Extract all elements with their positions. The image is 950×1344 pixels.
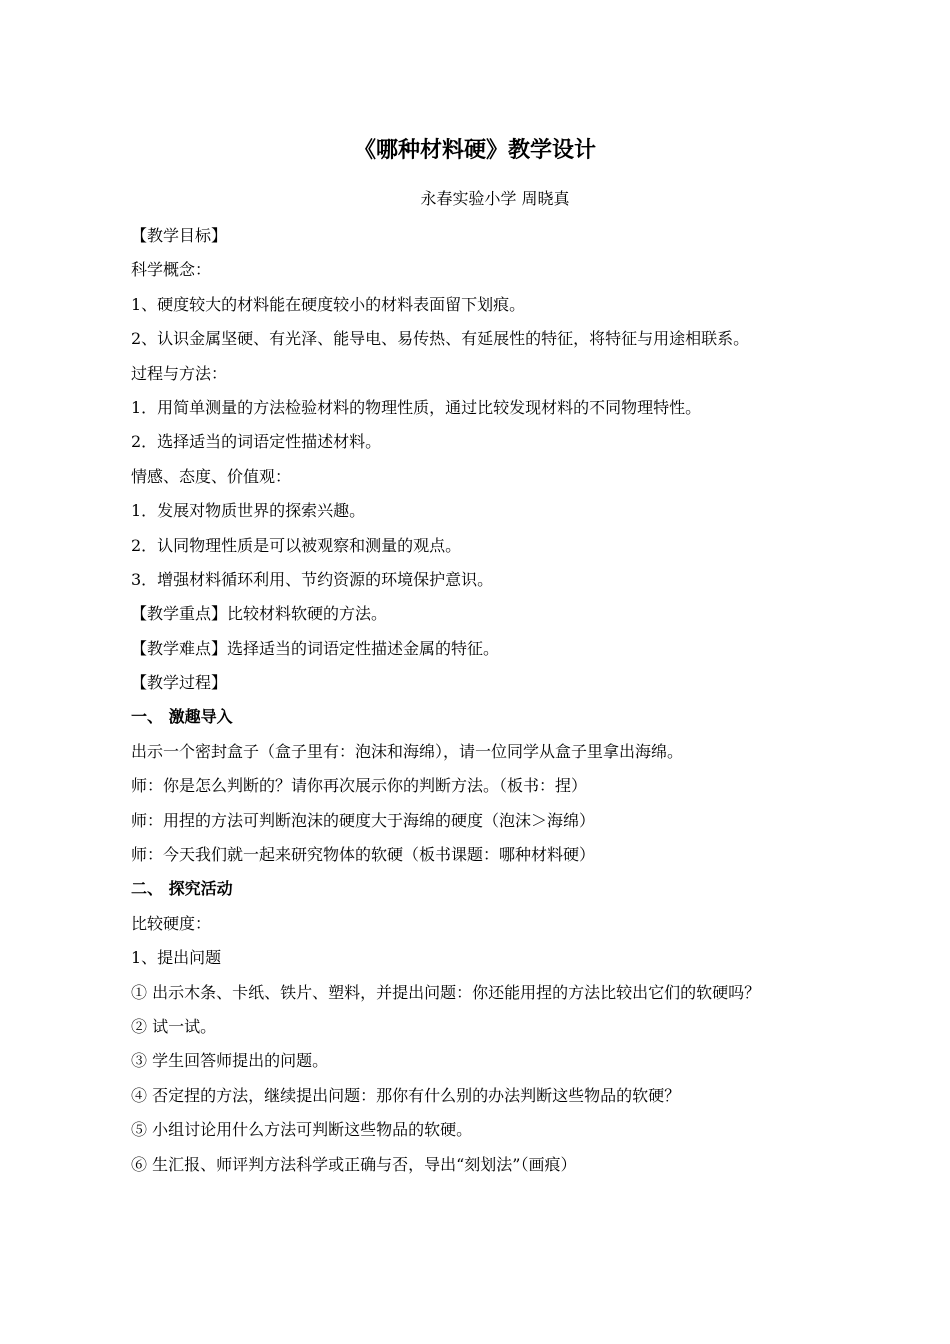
text-line: 2．选择适当的词语定性描述材料。 [131,432,382,452]
text-line: 1．用简单测量的方法检验材料的物理性质，通过比较发现材料的不同物理特性。 [131,397,702,417]
text-line: 【教学难点】选择适当的词语定性描述金属的特征。 [131,638,500,658]
section-heading: 二、 探究活动 [131,879,233,899]
document-title: 《哪种材料硬》教学设计 [353,137,596,163]
text-line: ④ 否定捏的方法，继续提出问题：那你有什么别的办法判断这些物品的软硬？ [131,1085,681,1105]
text-line: ② 试一试。 [131,1016,217,1036]
text-line: 3．增强材料循环利用、节约资源的环境保护意识。 [131,569,494,589]
text-line: 师：今天我们就一起来研究物体的软硬（板书课题：哪种材料硬） [131,845,596,865]
text-line: 2、认识金属坚硬、有光泽、能导电、易传热、有延展性的特征，将特征与用途相联系。 [131,329,750,349]
text-line: 【教学重点】比较材料软硬的方法。 [131,604,388,624]
section-heading: 一、 激趣导入 [131,707,233,727]
text-line: 师：用捏的方法可判断泡沫的硬度大于海绵的硬度（泡沫＞海绵） [131,810,596,830]
text-line: 科学概念： [131,260,212,280]
text-line: 比较硬度： [131,913,212,933]
text-line: 1、提出问题 [131,948,222,968]
text-line: 2．认同物理性质是可以被观察和测量的观点。 [131,535,462,555]
document-body [131,219,871,1182]
text-line: 师：你是怎么判断的？请你再次展示你的判断方法。（板书：捏） [131,776,588,796]
text-line: 1．发展对物质世界的探索兴趣。 [131,501,366,521]
text-line: ⑤ 小组讨论用什么方法可判断这些物品的软硬。 [131,1120,473,1140]
text-line: ③ 学生回答师提出的问题。 [131,1051,329,1071]
text-line: ⑥ 生汇报、师评判方法科学或正确与否，导出“刻划法”（画痕） [131,1154,577,1174]
text-line: 过程与方法： [131,363,228,383]
text-line: 1、硬度较大的材料能在硬度较小的材料表面留下划痕。 [131,294,526,314]
text-line: ① 出示木条、卡纸、铁片、塑料，并提出问题：你还能用捏的方法比较出它们的软硬吗？ [131,982,761,1002]
text-line: 情感、态度、价值观： [131,466,292,486]
document-author: 永春实验小学 周晓真 [420,189,570,208]
text-line: 【教学过程】 [131,673,228,693]
text-line: 出示一个密封盒子（盒子里有：泡沫和海绵），请一位同学从盒子里拿出海绵。 [131,741,684,761]
text-line: 【教学目标】 [131,226,228,245]
